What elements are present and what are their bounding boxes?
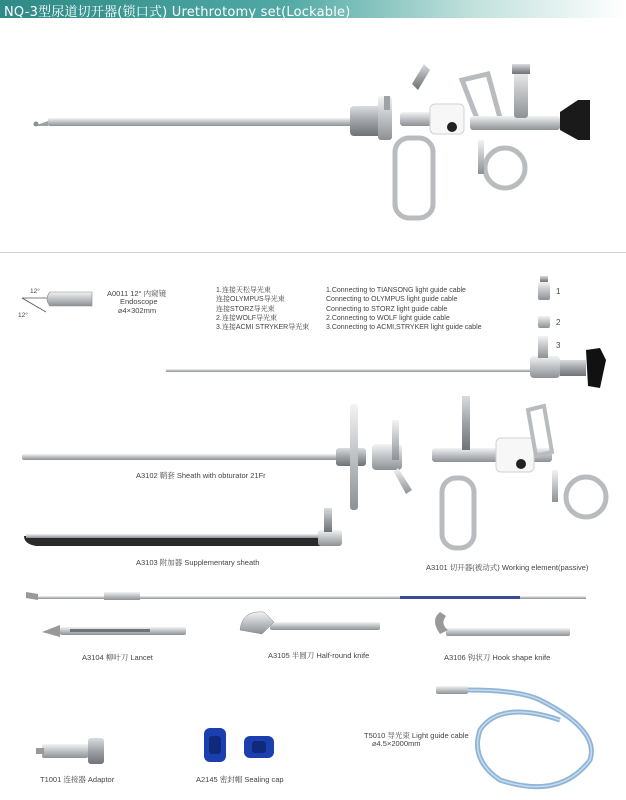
label-t5010-size: ⌀4.5×2000mm (372, 739, 421, 748)
hook-knife-image (435, 612, 570, 636)
connections-cn-list (216, 286, 309, 332)
light-guide-adapters-image (538, 276, 550, 328)
connection-en-item: Connecting to OLYMPUS light guide cable (326, 296, 458, 304)
label-a3103: A3103 附加器 Supplementary sheath (136, 558, 260, 567)
connection-en-item: 2.Connecting to WOLF light guide cable (326, 314, 450, 322)
endoscope-name: Endoscope (120, 297, 158, 306)
page-title: NQ-3型尿道切开器(锁口式) Urethrotomy set(Lockable) (4, 5, 351, 20)
connection-cn-item: 连接OLYMPUS导光束 (216, 296, 285, 304)
assembled-urethrotome-image (34, 64, 591, 218)
label-a3102: A3102 鞘套 Sheath with obturator 21Fr (136, 471, 266, 480)
sealing-caps-image (204, 728, 274, 762)
connection-cn-item: 2.连接WOLF导光束 (216, 314, 278, 322)
adapter-number-1: 1 (556, 287, 561, 296)
label-a2145: A2145 密封帽 Sealing cap (196, 775, 284, 784)
angle-label-top: 12° (30, 288, 40, 295)
endoscope-image (166, 336, 606, 388)
section-divider (0, 252, 626, 253)
label-a3106: A3106 钩状刀 Hook shape knife (444, 653, 551, 662)
working-element-image (432, 396, 606, 548)
adapter-number-2: 2 (556, 318, 561, 327)
connection-en-item: 1.Connecting to TIANSONG light guide cable (326, 287, 466, 294)
angle-label-side: 12° (18, 312, 28, 319)
endoscope-tip-diagram (22, 292, 92, 312)
half-round-knife-image (240, 612, 380, 634)
adapter-number-3: 3 (556, 341, 561, 350)
label-a3101: A3101 切开器(被动式) Working element(passive) (426, 563, 589, 572)
sheath-image (22, 404, 412, 510)
endoscope-size: ⌀4×302mm (118, 306, 157, 315)
knife-shaft-image (26, 592, 586, 600)
endoscope-code: A0011 12° 内窥镜 (107, 289, 167, 298)
label-a3105: A3105 半圆刀 Half-round knife (268, 651, 370, 660)
connection-en-item: 3.Connecting to ACMI,STRYKER light guide cable (326, 324, 482, 332)
connections-en-list (326, 286, 482, 332)
label-t1001: T1001 连接器 Adaptor (40, 775, 115, 784)
connection-cn-item: 3.连接ACMI STRYKER导光束 (216, 324, 310, 332)
label-t5010-name: T5010 导光束 Light guide cable (364, 731, 469, 740)
connection-cn-item: 1.连接天松导光束 (216, 287, 271, 294)
connection-cn-item: 连接STORZ导光束 (216, 305, 275, 313)
adaptor-image (36, 738, 104, 764)
supplementary-sheath-image (24, 508, 342, 546)
connection-en-item: Connecting to STORZ light guide cable (326, 305, 448, 313)
label-a3104: A3104 柳叶刀 Lancet (82, 653, 153, 662)
lancet-image (42, 625, 186, 637)
